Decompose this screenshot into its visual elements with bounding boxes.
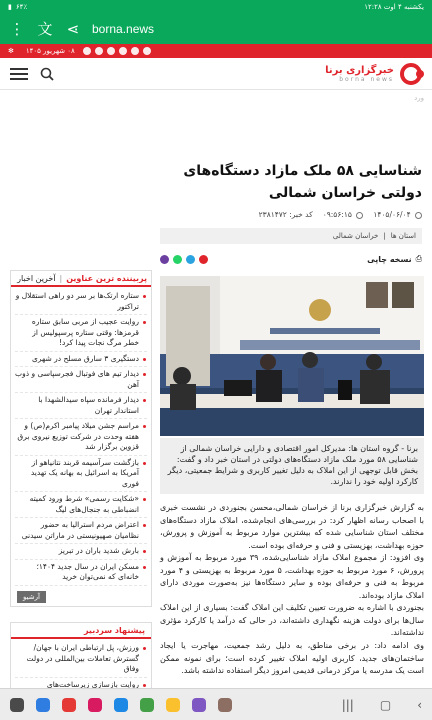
chrome-icon[interactable] — [166, 698, 180, 712]
calendar-icon — [415, 212, 422, 219]
phone-icon[interactable] — [140, 698, 154, 712]
logo-mark-icon — [400, 63, 422, 85]
url-field[interactable]: borna.news — [92, 22, 155, 36]
site-header — [0, 58, 432, 90]
article-lead: برنا - گروه استان ها: مدیرکل امور اقتصادی و دارایی خراسان شمالی از شناسایی ۵۸ مورد ملک مازاد دستگاه‌های دولتی در استان خبر داد و گفت: بخش قابل توجهی از این املاک به دلیل تغییر کاربری و شرایط جمعیتی، دیگر کارکرد اولیه خود را ندارند. — [160, 438, 424, 494]
share-buttons — [160, 255, 208, 264]
system-navbar — [0, 688, 432, 720]
whatsapp-icon[interactable] — [173, 255, 182, 264]
list-item[interactable]: اعتراض مردم استرالیا به حضور نظامیان صهیونیستی در ماراتن سیدنی — [15, 518, 147, 544]
news-list — [11, 287, 151, 588]
translate-icon[interactable]: 文 — [37, 20, 53, 38]
logo-text-fa: خبرگزاری برنا — [325, 64, 394, 76]
ad-tag: ورد — [414, 94, 424, 102]
social-icon[interactable] — [107, 47, 115, 55]
site-logo[interactable] — [325, 63, 422, 85]
more-vert-icon[interactable]: ⋮ — [9, 20, 25, 38]
site-topbar — [0, 44, 432, 58]
menu-icon[interactable] — [10, 68, 28, 80]
nav-keys — [342, 698, 422, 712]
list-item[interactable]: ستاره ارتک‌ها بر سر دو راهی استقلال و تراکتور — [15, 289, 147, 315]
editors-pick-list — [11, 639, 151, 695]
article-code: کد خبر: ۲۳۸۱۴۷۲ — [258, 210, 313, 219]
pinterest-icon[interactable] — [199, 255, 208, 264]
browser-toolbar — [0, 14, 432, 44]
social-icon[interactable] — [131, 47, 139, 55]
list-item[interactable]: بازگشت سرآسیمه قربند نتانیاهو از آمریکا به اسرائیل به بهانه یک تهدید فوری — [15, 456, 147, 493]
print-share-row — [160, 254, 422, 264]
list-item[interactable]: دستگیری ۳ سارق مسلح در شهری — [15, 352, 147, 368]
home-key-icon[interactable]: ▢ — [379, 697, 392, 712]
archive-button[interactable]: آرشیو — [17, 591, 46, 603]
social-icon[interactable] — [83, 47, 91, 55]
list-item[interactable]: ورزش، پل ارتباطی ایران با جهان/ گسترش تعاملات بین‌المللی در دولت وفاق — [15, 641, 147, 678]
breadcrumb-item[interactable]: استان ها — [390, 232, 416, 240]
tab-most-viewed[interactable]: پربیننده ترین عناوین — [66, 273, 147, 283]
social-icon[interactable] — [95, 47, 103, 55]
list-item[interactable]: دیدار فرمانده سپاه سیدالشهدا با استاندار تهران — [15, 393, 147, 419]
settings-icon[interactable] — [218, 698, 232, 712]
app-drawer-icon[interactable] — [10, 698, 24, 712]
article-meta — [160, 210, 422, 219]
article-paragraph: وی ادامه داد: در برخی مناطق، به دلیل رشد جمعیت، مهاجرت یا ایجاد ساختمان‌های جدید، کاربری اولیه املاک تغییر کرده است؛ برای نمونه ممکن است یک مدرسه یا مرکز درمانی قدیمی امروز دیگر استفاده نداشته باشد. — [160, 641, 424, 675]
breadcrumb-item[interactable]: خراسان شمالی — [332, 232, 379, 240]
language-icon[interactable]: ✻ — [8, 47, 14, 55]
social-icon[interactable] — [143, 47, 151, 55]
camera-icon[interactable] — [88, 698, 102, 712]
article-date: ۱۴۰۵/۰۶/۰۴ — [373, 210, 422, 219]
share-icon[interactable]: ⋖ — [66, 20, 80, 38]
list-item[interactable]: مسکن ایران در سال جدید ۱۴۰۴؛ خانه‌ای که نمی‌توان خرید — [15, 560, 147, 586]
eitaa-icon[interactable] — [160, 255, 169, 264]
tab-separator: | — [59, 273, 63, 283]
gallery-icon[interactable] — [62, 698, 76, 712]
list-item[interactable]: بارش شدید باران در تبریز — [15, 544, 147, 560]
social-icons — [83, 47, 151, 55]
article-paragraph: بجنوردی با اشاره به ضرورت تعیین تکلیف این املاک گفت: بسیاری از این املاک سال‌ها برای دولت هزینه نگهداری داشته‌اند، در حالی که درآمد یا کارکرد مؤثری نداشته‌اند. — [160, 603, 424, 637]
article-headline: شناسایی ۵۸ ملک مازاد دستگاه‌های دولتی خراسان شمالی — [183, 163, 422, 201]
archive-row — [11, 588, 151, 606]
list-item[interactable]: مراسم جشن میلاد پیامبر اکرم(ص) و هفته وحدت در شرکت توزیع نیروی برق قزوین برگزار شد — [15, 419, 147, 456]
logo-text-en: borna news — [339, 75, 394, 83]
article-paragraph: وی افزود: از مجموع املاک مازاد شناسایی‌شده، ۳۹ مورد مربوط به آموزش و پرورش، ۶ مورد مربوط به حوزه بهداشت، ۵ مورد مربوط به بهزیستی و ۴ مورد مربوط به فنی و حرفه‌ای بوده و سایر دستگاه‌ها نیز به‌صورت موردی دارای املاک مازاد بوده‌اند. — [160, 553, 424, 600]
print-icon[interactable]: ⎙ — [415, 254, 422, 263]
recents-key-icon[interactable]: ||| — [341, 697, 354, 712]
topbar-date: ۰۸ شهریور ۱۴۰۵ — [25, 47, 75, 55]
store-icon[interactable] — [192, 698, 206, 712]
article-time: ۰۹:۵۶:۱۵ — [323, 210, 364, 219]
breadcrumb — [160, 228, 422, 244]
tab-latest-news[interactable]: آخرین اخبار — [17, 273, 56, 283]
article-photo — [160, 276, 424, 436]
clock-icon — [356, 212, 363, 219]
sidebar-tabs — [11, 271, 151, 287]
list-item[interactable]: دیدار تیم های فوتبال فجرسپاسی و ذوب آهن — [15, 367, 147, 393]
list-item[interactable]: روایت بازسازی زیرساخت‌های — [15, 678, 147, 694]
battery-level: ۶۴٪ — [15, 3, 28, 11]
editors-pick-title: پیشنهاد سردبیر — [11, 623, 151, 639]
status-bar — [0, 0, 432, 14]
list-item[interactable]: «شکایت رسمی» شرط ورود کمیته انضباطی به جنجال‌های لیگ — [15, 492, 147, 518]
social-icon[interactable] — [119, 47, 127, 55]
breadcrumb-separator: | — [383, 232, 386, 240]
list-item[interactable]: روایت عجیب از مربی سابق ستاره قرمزها: وقتی ستاره پرسپولیس از خطر مرگ نجات پیدا کرد! — [15, 315, 147, 352]
messages-icon[interactable] — [114, 698, 128, 712]
ad-strip — [0, 90, 432, 108]
taskbar-apps — [10, 698, 232, 712]
battery-icon: ▮ — [8, 3, 12, 11]
search-icon[interactable] — [40, 67, 54, 81]
telegram-icon[interactable] — [186, 255, 195, 264]
back-key-icon[interactable]: ‹ — [417, 697, 422, 712]
status-date: یکشنبه ۴ اوت ۱۲:۲۸ — [364, 3, 424, 11]
contacts-icon[interactable] — [36, 698, 50, 712]
sidebar-most-viewed — [10, 270, 152, 607]
article-paragraph: به گزارش خبرگزاری برنا از خراسان شمالی،محسن بجنوردی در نشست خبری با اصحاب رسانه اظهار کرد: در بررسی‌های انجام‌شده، املاک مازاد دستگاه‌های مختلف استان شناسایی شده که بیشترین موارد مربوط به آموزش و پرورش، حوزه بهداشت، بهزیستی و فنی و حرفه‌ای بوده است. — [160, 503, 424, 550]
print-button[interactable]: نسخه چاپی — [367, 254, 412, 264]
